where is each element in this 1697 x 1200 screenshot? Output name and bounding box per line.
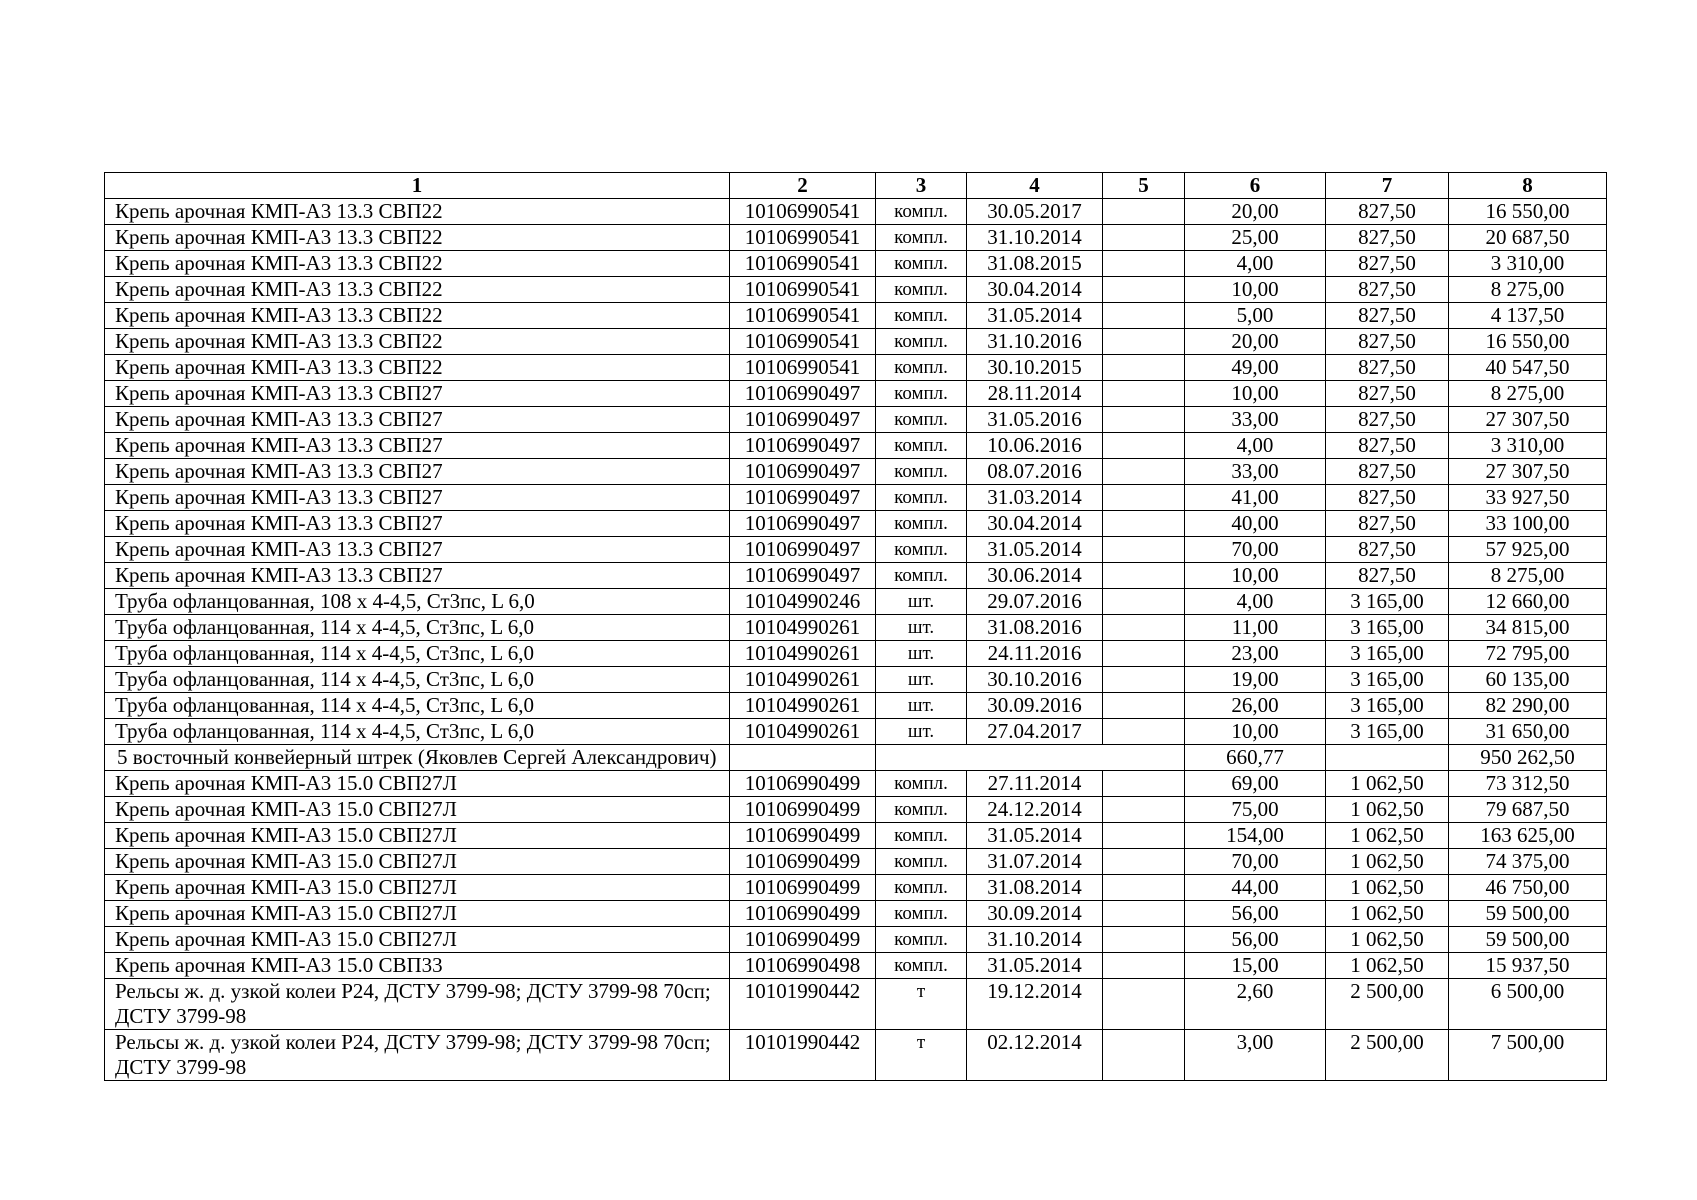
cell-date: 30.04.2014	[967, 511, 1103, 537]
cell-unit: компл.	[876, 901, 967, 927]
cell-name: Труба офланцованная, 114 х 4-4,5, Ст3пс, L 6,0	[105, 667, 730, 693]
cell-col5	[1103, 875, 1185, 901]
cell-col5	[1103, 641, 1185, 667]
column-header-5: 5	[1103, 173, 1185, 199]
table-row	[105, 511, 1607, 537]
cell-code: 10106990497	[730, 511, 876, 537]
cell-date: 02.12.2014	[967, 1030, 1103, 1081]
cell-name: Крепь арочная КМП-А3 15.0 СВП27Л	[105, 927, 730, 953]
column-header-4: 4	[967, 173, 1103, 199]
cell-col5	[1103, 589, 1185, 615]
cell-name: Крепь арочная КМП-А3 13.3 СВП27	[105, 511, 730, 537]
cell-name: Труба офланцованная, 114 х 4-4,5, Ст3пс, L 6,0	[105, 641, 730, 667]
cell-qty: 23,00	[1185, 641, 1326, 667]
cell-price: 827,50	[1326, 277, 1449, 303]
cell-sum: 6 500,00	[1449, 979, 1607, 1030]
table-row	[105, 589, 1607, 615]
cell-unit: компл.	[876, 927, 967, 953]
cell-sum: 34 815,00	[1449, 615, 1607, 641]
cell-qty: 25,00	[1185, 225, 1326, 251]
cell-date: 31.10.2016	[967, 329, 1103, 355]
cell-sum: 3 310,00	[1449, 433, 1607, 459]
cell-name: Крепь арочная КМП-А3 13.3 СВП27	[105, 537, 730, 563]
cell-price: 3 165,00	[1326, 641, 1449, 667]
table-row	[105, 823, 1607, 849]
cell-col5	[1103, 901, 1185, 927]
cell-sum: 4 137,50	[1449, 303, 1607, 329]
cell-price: 827,50	[1326, 199, 1449, 225]
table-body	[105, 199, 1607, 1081]
column-header-8: 8	[1449, 173, 1607, 199]
cell-qty: 10,00	[1185, 719, 1326, 745]
cell-qty: 4,00	[1185, 251, 1326, 277]
section-title: 5 восточный конвейерный штрек (Яковлев Сергей Александрович)	[105, 745, 730, 771]
cell-unit: шт.	[876, 719, 967, 745]
cell-col5	[1103, 927, 1185, 953]
cell-unit: шт.	[876, 667, 967, 693]
cell-price: 827,50	[1326, 485, 1449, 511]
cell-price: 1 062,50	[1326, 953, 1449, 979]
cell-col5	[1103, 277, 1185, 303]
cell-unit: компл.	[876, 953, 967, 979]
cell-col5	[1103, 459, 1185, 485]
table-row	[105, 433, 1607, 459]
cell-price: 3 165,00	[1326, 615, 1449, 641]
table-row	[105, 901, 1607, 927]
cell-price	[1326, 745, 1449, 771]
cell-date: 31.10.2014	[967, 225, 1103, 251]
cell-date: 31.05.2014	[967, 823, 1103, 849]
cell-date: 31.05.2016	[967, 407, 1103, 433]
cell-name: Крепь арочная КМП-А3 15.0 СВП27Л	[105, 797, 730, 823]
cell-code: 10106990499	[730, 927, 876, 953]
cell-unit: компл.	[876, 511, 967, 537]
cell-code: 10106990497	[730, 381, 876, 407]
cell-code: 10106990541	[730, 329, 876, 355]
cell-date: 31.05.2014	[967, 537, 1103, 563]
cell-code: 10106990499	[730, 771, 876, 797]
cell-qty: 10,00	[1185, 277, 1326, 303]
cell-unit: компл.	[876, 355, 967, 381]
cell-date: 30.04.2014	[967, 277, 1103, 303]
cell-date: 27.11.2014	[967, 771, 1103, 797]
cell-name: Крепь арочная КМП-А3 13.3 СВП27	[105, 459, 730, 485]
table-row	[105, 381, 1607, 407]
cell-name: Крепь арочная КМП-А3 13.3 СВП22	[105, 251, 730, 277]
table-row	[105, 927, 1607, 953]
cell-col5	[1103, 199, 1185, 225]
cell-unit: компл.	[876, 875, 967, 901]
section-sum-total: 950 262,50	[1449, 745, 1607, 771]
cell-sum: 82 290,00	[1449, 693, 1607, 719]
cell-code: 10101990442	[730, 1030, 876, 1081]
cell-sum: 60 135,00	[1449, 667, 1607, 693]
cell-unit: компл.	[876, 771, 967, 797]
cell-name: Крепь арочная КМП-А3 15.0 СВП27Л	[105, 875, 730, 901]
table-row	[105, 303, 1607, 329]
cell-sum: 72 795,00	[1449, 641, 1607, 667]
cell-col5	[1103, 771, 1185, 797]
cell-col5	[1103, 485, 1185, 511]
table-row	[105, 329, 1607, 355]
cell-col5	[1103, 979, 1185, 1030]
cell-sum: 31 650,00	[1449, 719, 1607, 745]
cell-date: 31.08.2015	[967, 251, 1103, 277]
cell-sum: 59 500,00	[1449, 901, 1607, 927]
column-header-7: 7	[1326, 173, 1449, 199]
cell-date: 28.11.2014	[967, 381, 1103, 407]
cell-unit: компл.	[876, 303, 967, 329]
cell-date: 08.07.2016	[967, 459, 1103, 485]
cell-col5	[1103, 615, 1185, 641]
cell-unit: компл.	[876, 251, 967, 277]
cell-code: 10106990541	[730, 225, 876, 251]
cell-date: 31.10.2014	[967, 927, 1103, 953]
cell-code: 10104990261	[730, 667, 876, 693]
cell-qty: 4,00	[1185, 433, 1326, 459]
column-header-6: 6	[1185, 173, 1326, 199]
table-row	[105, 719, 1607, 745]
cell-date: 31.05.2014	[967, 953, 1103, 979]
cell-qty: 11,00	[1185, 615, 1326, 641]
cell-sum: 7 500,00	[1449, 1030, 1607, 1081]
cell-col5	[1103, 1030, 1185, 1081]
cell-sum: 27 307,50	[1449, 407, 1607, 433]
column-header-2: 2	[730, 173, 876, 199]
cell-qty: 4,00	[1185, 589, 1326, 615]
cell-code: 10106990541	[730, 277, 876, 303]
cell-unit: шт.	[876, 615, 967, 641]
cell-name: Крепь арочная КМП-А3 15.0 СВП27Л	[105, 901, 730, 927]
cell-code	[730, 745, 876, 771]
cell-sum: 16 550,00	[1449, 329, 1607, 355]
cell-name: Крепь арочная КМП-А3 13.3 СВП27	[105, 563, 730, 589]
cell-col5	[1103, 953, 1185, 979]
cell-date: 30.06.2014	[967, 563, 1103, 589]
cell-name: Рельсы ж. д. узкой колеи Р24, ДСТУ 3799-98; ДСТУ 3799-98 70сп; ДСТУ 3799-98	[105, 979, 730, 1030]
cell-code: 10106990541	[730, 355, 876, 381]
cell-date: 24.11.2016	[967, 641, 1103, 667]
table-row	[105, 355, 1607, 381]
cell-sum: 74 375,00	[1449, 849, 1607, 875]
cell-code: 10106990499	[730, 797, 876, 823]
cell-unit: компл.	[876, 485, 967, 511]
cell-qty: 44,00	[1185, 875, 1326, 901]
cell-unit: т	[876, 1030, 967, 1081]
cell-code: 10104990261	[730, 615, 876, 641]
cell-code: 10104990261	[730, 641, 876, 667]
cell-date: 31.03.2014	[967, 485, 1103, 511]
table-header-row	[105, 173, 1607, 199]
cell-name: Крепь арочная КМП-А3 13.3 СВП22	[105, 303, 730, 329]
cell-date: 29.07.2016	[967, 589, 1103, 615]
cell-col5	[1103, 433, 1185, 459]
cell-name: Крепь арочная КМП-А3 13.3 СВП22	[105, 355, 730, 381]
cell-sum: 15 937,50	[1449, 953, 1607, 979]
table-row	[105, 459, 1607, 485]
cell-qty: 20,00	[1185, 199, 1326, 225]
cell-price: 827,50	[1326, 303, 1449, 329]
cell-price: 2 500,00	[1326, 979, 1449, 1030]
cell-unit: компл.	[876, 537, 967, 563]
cell-price: 1 062,50	[1326, 797, 1449, 823]
cell-col5	[1103, 511, 1185, 537]
cell-unit: компл.	[876, 277, 967, 303]
cell-col5	[1103, 667, 1185, 693]
cell-code: 10106990499	[730, 849, 876, 875]
cell-qty: 33,00	[1185, 459, 1326, 485]
table-row	[105, 979, 1607, 1030]
cell-name: Крепь арочная КМП-А3 15.0 СВП27Л	[105, 771, 730, 797]
table-row	[105, 875, 1607, 901]
cell-col5	[1103, 563, 1185, 589]
cell-empty-span	[876, 745, 1185, 771]
cell-name: Труба офланцованная, 114 х 4-4,5, Ст3пс, L 6,0	[105, 693, 730, 719]
cell-name: Труба офланцованная, 108 х 4-4,5, Ст3пс, L 6,0	[105, 589, 730, 615]
cell-col5	[1103, 537, 1185, 563]
cell-code: 10106990499	[730, 875, 876, 901]
cell-qty: 154,00	[1185, 823, 1326, 849]
cell-sum: 27 307,50	[1449, 459, 1607, 485]
cell-col5	[1103, 355, 1185, 381]
cell-code: 10101990442	[730, 979, 876, 1030]
table-row	[105, 251, 1607, 277]
cell-unit: компл.	[876, 459, 967, 485]
cell-unit: шт.	[876, 641, 967, 667]
cell-code: 10106990497	[730, 485, 876, 511]
cell-col5	[1103, 381, 1185, 407]
cell-date: 31.07.2014	[967, 849, 1103, 875]
cell-col5	[1103, 329, 1185, 355]
table-row	[105, 407, 1607, 433]
cell-col5	[1103, 797, 1185, 823]
cell-sum: 20 687,50	[1449, 225, 1607, 251]
cell-unit: шт.	[876, 589, 967, 615]
cell-qty: 56,00	[1185, 901, 1326, 927]
cell-sum: 8 275,00	[1449, 381, 1607, 407]
cell-unit: т	[876, 979, 967, 1030]
cell-date: 30.10.2016	[967, 667, 1103, 693]
cell-qty: 3,00	[1185, 1030, 1326, 1081]
cell-sum: 33 100,00	[1449, 511, 1607, 537]
cell-price: 3 165,00	[1326, 693, 1449, 719]
cell-price: 827,50	[1326, 381, 1449, 407]
table-row	[105, 771, 1607, 797]
cell-unit: компл.	[876, 329, 967, 355]
cell-code: 10106990541	[730, 251, 876, 277]
cell-sum: 16 550,00	[1449, 199, 1607, 225]
table-row	[105, 563, 1607, 589]
cell-sum: 79 687,50	[1449, 797, 1607, 823]
cell-code: 10106990499	[730, 823, 876, 849]
cell-unit: компл.	[876, 225, 967, 251]
cell-code: 10106990499	[730, 901, 876, 927]
table-row	[105, 693, 1607, 719]
cell-price: 827,50	[1326, 355, 1449, 381]
cell-qty: 40,00	[1185, 511, 1326, 537]
table-row	[105, 537, 1607, 563]
cell-price: 3 165,00	[1326, 667, 1449, 693]
cell-qty: 19,00	[1185, 667, 1326, 693]
cell-col5	[1103, 225, 1185, 251]
cell-code: 10106990498	[730, 953, 876, 979]
cell-sum: 12 660,00	[1449, 589, 1607, 615]
cell-col5	[1103, 719, 1185, 745]
cell-unit: компл.	[876, 433, 967, 459]
cell-date: 31.08.2014	[967, 875, 1103, 901]
cell-qty: 41,00	[1185, 485, 1326, 511]
cell-code: 10106990497	[730, 433, 876, 459]
table-row	[105, 199, 1607, 225]
cell-date: 10.06.2016	[967, 433, 1103, 459]
cell-price: 827,50	[1326, 225, 1449, 251]
cell-sum: 57 925,00	[1449, 537, 1607, 563]
cell-code: 10104990261	[730, 693, 876, 719]
cell-date: 30.09.2014	[967, 901, 1103, 927]
table-row	[105, 615, 1607, 641]
cell-qty: 10,00	[1185, 381, 1326, 407]
cell-unit: компл.	[876, 797, 967, 823]
column-header-1: 1	[105, 173, 730, 199]
cell-qty: 10,00	[1185, 563, 1326, 589]
cell-qty: 26,00	[1185, 693, 1326, 719]
cell-price: 1 062,50	[1326, 823, 1449, 849]
table-row	[105, 797, 1607, 823]
cell-date: 24.12.2014	[967, 797, 1103, 823]
cell-unit: компл.	[876, 199, 967, 225]
table-row	[105, 485, 1607, 511]
cell-col5	[1103, 303, 1185, 329]
cell-qty: 20,00	[1185, 329, 1326, 355]
cell-unit: компл.	[876, 381, 967, 407]
cell-price: 827,50	[1326, 511, 1449, 537]
data-table	[104, 172, 1607, 1081]
cell-name: Крепь арочная КМП-А3 13.3 СВП22	[105, 277, 730, 303]
cell-date: 27.04.2017	[967, 719, 1103, 745]
cell-sum: 46 750,00	[1449, 875, 1607, 901]
cell-price: 827,50	[1326, 459, 1449, 485]
cell-unit: компл.	[876, 563, 967, 589]
cell-qty: 49,00	[1185, 355, 1326, 381]
cell-col5	[1103, 251, 1185, 277]
cell-qty: 75,00	[1185, 797, 1326, 823]
section-qty-total: 660,77	[1185, 745, 1326, 771]
cell-name: Крепь арочная КМП-А3 13.3 СВП22	[105, 199, 730, 225]
cell-price: 1 062,50	[1326, 875, 1449, 901]
cell-name: Крепь арочная КМП-А3 13.3 СВП22	[105, 225, 730, 251]
cell-code: 10104990246	[730, 589, 876, 615]
cell-unit: компл.	[876, 407, 967, 433]
cell-col5	[1103, 407, 1185, 433]
cell-name: Крепь арочная КМП-А3 13.3 СВП27	[105, 407, 730, 433]
cell-sum: 8 275,00	[1449, 563, 1607, 589]
cell-qty: 2,60	[1185, 979, 1326, 1030]
column-header-3: 3	[876, 173, 967, 199]
cell-sum: 73 312,50	[1449, 771, 1607, 797]
cell-name: Крепь арочная КМП-А3 13.3 СВП27	[105, 485, 730, 511]
cell-col5	[1103, 823, 1185, 849]
cell-date: 30.10.2015	[967, 355, 1103, 381]
cell-price: 3 165,00	[1326, 719, 1449, 745]
cell-col5	[1103, 849, 1185, 875]
cell-qty: 69,00	[1185, 771, 1326, 797]
cell-price: 827,50	[1326, 537, 1449, 563]
cell-code: 10106990497	[730, 537, 876, 563]
cell-unit: компл.	[876, 849, 967, 875]
cell-code: 10106990497	[730, 459, 876, 485]
cell-date: 31.08.2016	[967, 615, 1103, 641]
table-row	[105, 667, 1607, 693]
cell-qty: 70,00	[1185, 537, 1326, 563]
cell-price: 2 500,00	[1326, 1030, 1449, 1081]
cell-code: 10104990261	[730, 719, 876, 745]
cell-unit: компл.	[876, 823, 967, 849]
cell-qty: 70,00	[1185, 849, 1326, 875]
cell-code: 10106990497	[730, 407, 876, 433]
cell-price: 3 165,00	[1326, 589, 1449, 615]
cell-qty: 33,00	[1185, 407, 1326, 433]
cell-qty: 5,00	[1185, 303, 1326, 329]
section-header-row	[105, 745, 1607, 771]
cell-col5	[1103, 693, 1185, 719]
cell-name: Крепь арочная КМП-А3 15.0 СВП27Л	[105, 823, 730, 849]
cell-name: Крепь арочная КМП-А3 15.0 СВП33	[105, 953, 730, 979]
cell-price: 827,50	[1326, 563, 1449, 589]
cell-price: 1 062,50	[1326, 927, 1449, 953]
cell-code: 10106990541	[730, 303, 876, 329]
table-row	[105, 953, 1607, 979]
cell-code: 10106990497	[730, 563, 876, 589]
cell-price: 827,50	[1326, 407, 1449, 433]
cell-sum: 3 310,00	[1449, 251, 1607, 277]
cell-date: 19.12.2014	[967, 979, 1103, 1030]
table-row	[105, 641, 1607, 667]
cell-price: 827,50	[1326, 329, 1449, 355]
table-row	[105, 277, 1607, 303]
cell-price: 1 062,50	[1326, 901, 1449, 927]
cell-name: Крепь арочная КМП-А3 15.0 СВП27Л	[105, 849, 730, 875]
cell-sum: 59 500,00	[1449, 927, 1607, 953]
cell-date: 30.09.2016	[967, 693, 1103, 719]
cell-sum: 33 927,50	[1449, 485, 1607, 511]
cell-name: Труба офланцованная, 114 х 4-4,5, Ст3пс, L 6,0	[105, 615, 730, 641]
cell-qty: 56,00	[1185, 927, 1326, 953]
cell-name: Рельсы ж. д. узкой колеи Р24, ДСТУ 3799-98; ДСТУ 3799-98 70сп; ДСТУ 3799-98	[105, 1030, 730, 1081]
cell-price: 827,50	[1326, 251, 1449, 277]
cell-price: 1 062,50	[1326, 771, 1449, 797]
cell-date: 31.05.2014	[967, 303, 1103, 329]
cell-price: 827,50	[1326, 433, 1449, 459]
cell-name: Крепь арочная КМП-А3 13.3 СВП22	[105, 329, 730, 355]
cell-code: 10106990541	[730, 199, 876, 225]
cell-sum: 8 275,00	[1449, 277, 1607, 303]
cell-name: Крепь арочная КМП-А3 13.3 СВП27	[105, 433, 730, 459]
cell-qty: 15,00	[1185, 953, 1326, 979]
table-row	[105, 1030, 1607, 1081]
cell-sum: 40 547,50	[1449, 355, 1607, 381]
cell-name: Крепь арочная КМП-А3 13.3 СВП27	[105, 381, 730, 407]
table-row	[105, 849, 1607, 875]
table-row	[105, 225, 1607, 251]
cell-unit: шт.	[876, 693, 967, 719]
cell-date: 30.05.2017	[967, 199, 1103, 225]
cell-name: Труба офланцованная, 114 х 4-4,5, Ст3пс, L 6,0	[105, 719, 730, 745]
cell-price: 1 062,50	[1326, 849, 1449, 875]
cell-sum: 163 625,00	[1449, 823, 1607, 849]
